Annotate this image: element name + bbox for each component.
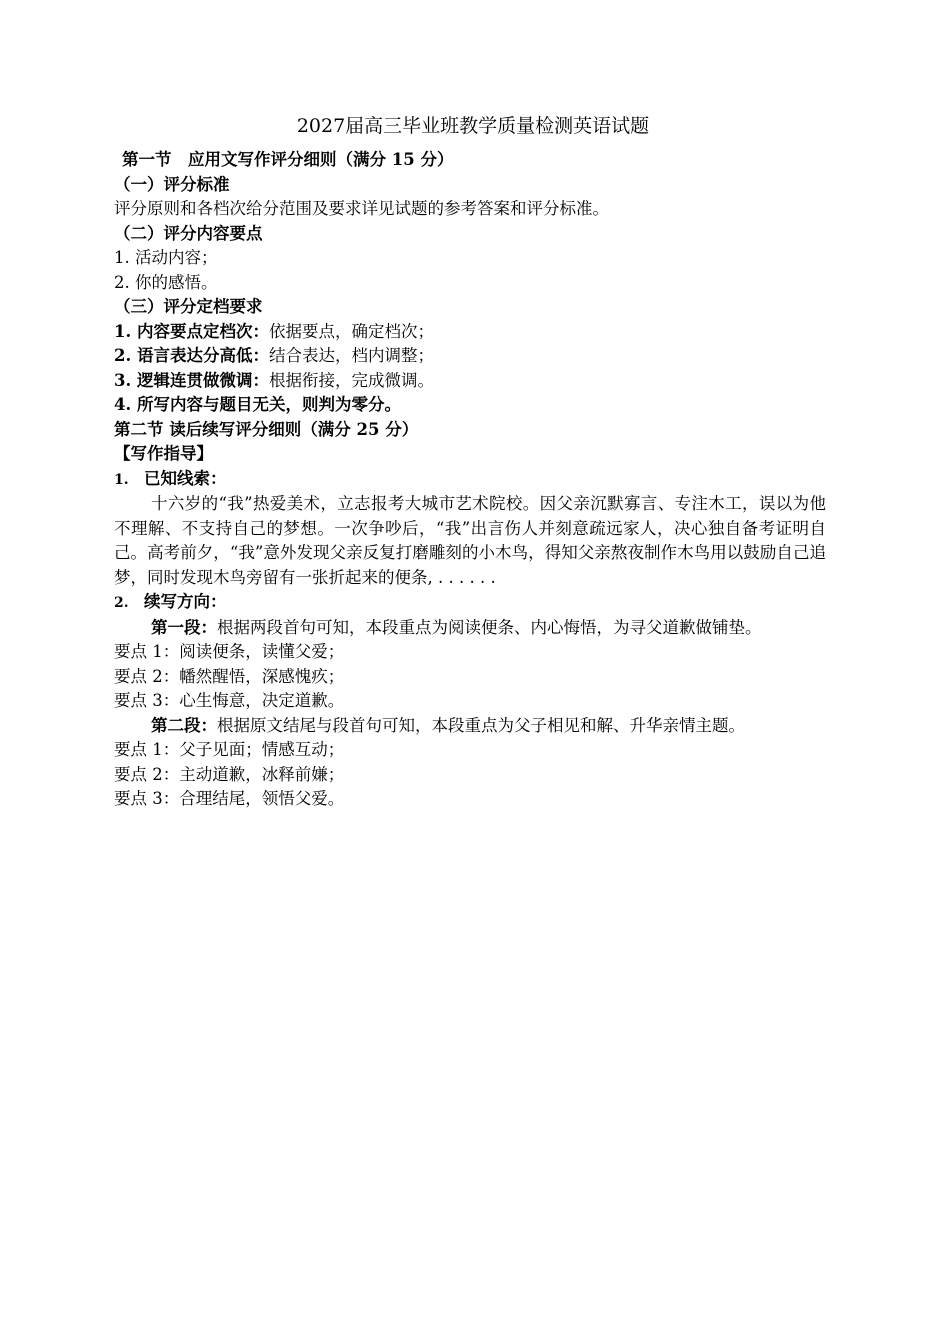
paragraph2-text: 根据原文结尾与段首句可知，本段重点为父子相见和解、升华亲情主题。 [217,715,745,735]
paragraph2-label: 第二段： [151,715,217,735]
section1-heading: 第一节 应用文写作评分细则（满分 15 分） [122,150,454,169]
criteria-heading: （一）评分标准 [114,174,230,194]
section2-heading: 第二节 读后续写评分细则（满分 25 分） [114,419,419,439]
document-page [114,110,826,812]
points-heading: （二）评分内容要点 [114,223,263,243]
key-point: 要点 2：主动道歉，冰释前嫌； [114,764,345,784]
grading-rule-label: 3. 逻辑连贯做微调： [114,370,269,390]
paragraph1-guide [114,616,826,641]
grading-rule-text: 根据衔接，完成微调。 [268,370,434,390]
clues-label: 已知线索： [144,468,227,488]
key-point: 要点 3：心生悔意，决定道歉。 [114,691,345,710]
paragraph2-guide [114,714,826,739]
paragraph1-text: 根据两段首句可知，本段重点为阅读便条、内心悔悟，为寻父道歉做铺垫。 [217,617,762,637]
content-point: 1. 活动内容； [114,248,218,267]
clues-heading [114,467,826,493]
grading-rule [114,344,826,369]
grading-rule [114,369,826,394]
paragraph1-label: 第一段： [151,617,217,637]
direction-heading [114,590,826,616]
grading-rule-label: 2. 语言表达分高低： [114,346,269,365]
grading-rule [114,320,826,345]
grading-heading: （三）评分定档要求 [114,297,263,316]
direction-number: 2. [114,595,129,611]
direction-label: 续写方向： [144,592,227,611]
guide-heading: 【写作指导】 [114,444,213,463]
grading-rule-label: 1. 内容要点定档次： [114,321,269,341]
clues-number: 1. [114,471,129,488]
content-point: 2. 你的感悟。 [114,272,218,292]
key-point: 要点 1：父子见面；情感互动； [114,740,345,759]
key-point: 要点 3：合理结尾，领悟父爱。 [114,789,345,808]
clues-paragraph: 十六岁的“我”热爱美术，立志报考大城市艺术院校。因父亲沉默寡言、专注木工，误以为他不理解、不支持自己的梦想。一次争吵后，“我”出言伤人并刻意疏远家人，决心独自备考证明自己。高考前夕，“我”意外发现父亲反复打磨雕刻的小木鸟，得知父亲熬夜制作木鸟用以鼓励自己追梦，同时发现木鸟旁留有一张折起来的便条, . . . . . . [114,494,826,587]
key-point: 要点 1：阅读便条，读懂父爱； [114,642,345,661]
rule-4: 4. 所写内容与题目无关，则判为零分。 [114,395,401,414]
document-title: 2027届高三毕业班教学质量检测英语试题 [296,115,650,137]
grading-rule-text: 依据要点，确定档次； [268,321,434,341]
grading-rule-text: 结合表达，档内调整； [268,346,434,365]
key-point: 要点 2：幡然醒悟，深感愧疚； [114,666,345,686]
criteria-text: 评分原则和各档次给分范围及要求详见试题的参考答案和评分标准。 [114,199,609,218]
